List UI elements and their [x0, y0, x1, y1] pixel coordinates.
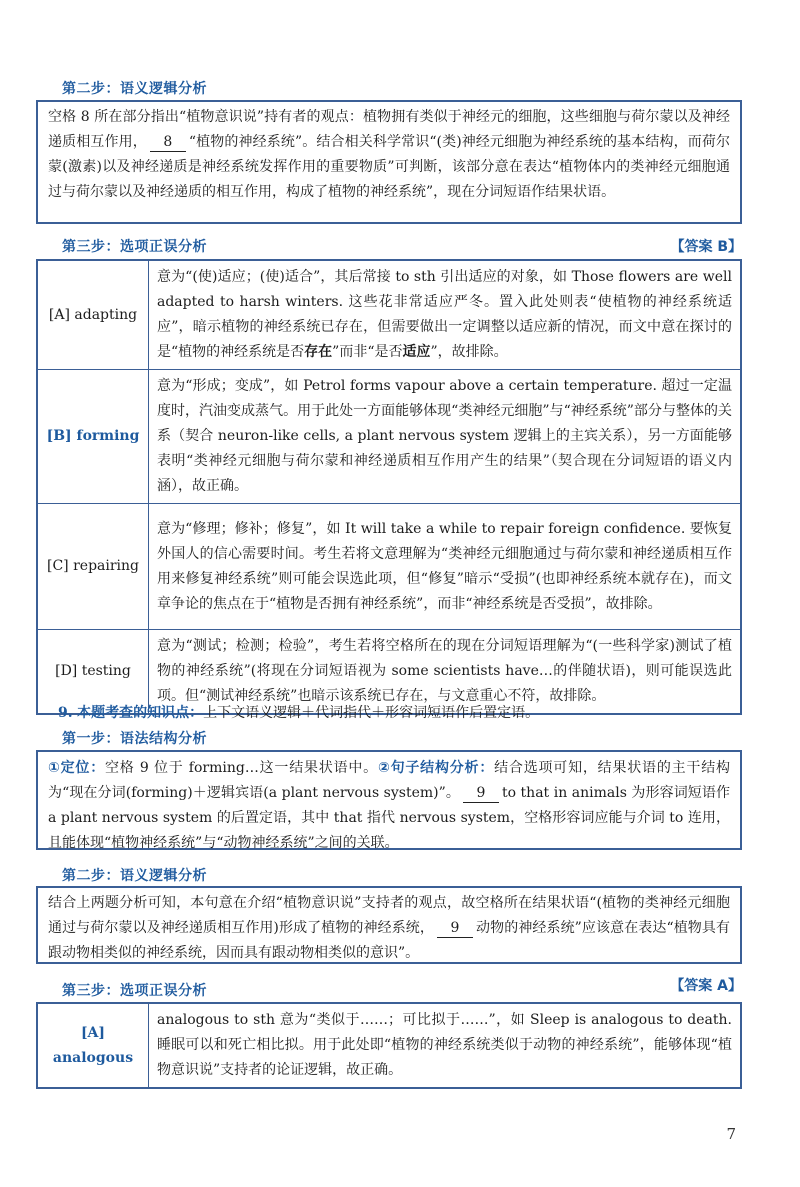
q8-answer: 【答案 B】 [670, 239, 742, 255]
q9-step1-text2: 结合选项可知，结果状语的主干结构为“现在分词(forming)＋逻辑宾语(a plant nervous system)”。 [48, 760, 730, 801]
option-label-b: [B] forming [37, 370, 149, 504]
q9-answer: 【答案 A】 [670, 978, 742, 994]
option-desc-b: 意为“形成；变成”，如 Petrol forms vapour above a certain temperature. 超过一定温度时，汽油变成蒸气。用于此处一方面能够体现“类神经元细胞”与“神经系统”部分与整体的关系（契合 neuron-like cells, a plant nervous system 逻辑上的主宾关系），另一方面能够表明“类神经元细胞与荷尔蒙和神经递质相互作用产生的结果”（契合现在分词短语的语义内涵），故正确。 [149, 370, 742, 504]
option-desc-a-part3: ”，故排除。 [430, 344, 508, 360]
option-desc-d: 意为“测试；检测；检验”，考生若将空格所在的现在分词短语理解为“(一些科学家)测试了植物的神经系统”(将现在分词短语视为 some scientists have…的伴随状语)，则可能误选此项。但“测试神经系统”也暗示该系统已存在，与文意重心不符，故排除。 [149, 630, 742, 715]
q9-title [58, 702, 539, 722]
option-row-c [37, 504, 741, 630]
q9-knowledge-text: 上下文语义逻辑＋代词指代＋形容词短语作后置定语。 [203, 705, 540, 721]
option-desc-a-part1: 意为“(使)适应；(使)适合”，其后常接 to sth 引出适应的对象，如 Those flowers are well adapted to harsh winters. 这些花非常适应严冬。置入此处则表“使植物的神经系统适应”，暗示植物的神经系统已存在，但需要做出一定调整以适应新的情况，而文中意在探讨的是“植物的神经系统是否 [157, 269, 732, 360]
q8-step3-heading: 第三步：选项正误分析 [62, 239, 207, 255]
option-label-d: [D] testing [37, 630, 149, 715]
q8-step2-heading: 第二步：语义逻辑分析 [62, 81, 207, 97]
q8-blank: 8 [150, 133, 186, 152]
q9-structure-marker: ②句子结构分析： [377, 760, 495, 776]
q9-options-table [36, 1002, 742, 1089]
q9-step1-text3: to that in animals 为形容词短语作 a plant nervous system 的后置定语，其中 that 指代 nervous system，空格形容词应能与介词 to 连用，且能体现“植物神经系统”与“动物神经系统”之间的关联。 [48, 785, 730, 851]
q9-step1-heading: 第一步：语法结构分析 [62, 731, 207, 747]
q9-step2-heading: 第二步：语义逻辑分析 [62, 868, 207, 884]
option-desc-a-part2: ”而非“是否 [332, 344, 403, 360]
q9-step2-blank: 9 [437, 919, 473, 938]
q9-step1-text1: 空格 9 位于 forming…这一结果状语中。 [105, 760, 378, 776]
q8-step2-box [36, 100, 742, 224]
option-row-b [37, 370, 741, 504]
q8-options-table [36, 259, 742, 715]
option-label-c: [C] repairing [37, 504, 149, 630]
page-number: 7 [726, 1125, 736, 1143]
q9-option-row-a [37, 1003, 741, 1088]
q9-step1-box [36, 750, 742, 850]
option-desc-c: 意为“修理；修补；修复”，如 It will take a while to repair foreign confidence. 要恢复外国人的信心需要时间。考生若将文意理解为“类神经元细胞通过与荷尔蒙和神经递质相互作用来修复神经系统”则可能会误选此项，但“修复”暗示“受损”(也即神经系统本就存在)，而文章争论的焦点在于“植物是否拥有神经系统”，而非“神经系统是否受损”，故排除。 [149, 504, 742, 630]
option-desc-a-bold2: 适应 [402, 344, 431, 360]
q9-step3-heading: 第三步：选项正误分析 [62, 983, 207, 999]
q9-step2-text-b: 动物的神经系统”应该意在表达“植物具有跟动物相类似的神经系统，因而具有跟动物相类似的意识”。 [48, 920, 730, 961]
q9-option-label-a: [A] analogous [37, 1003, 149, 1088]
q9-knowledge-label: 本题考查的知识点： [77, 705, 204, 721]
q9-locate-marker: ①定位： [48, 760, 106, 776]
q9-number: 9. [58, 705, 73, 721]
option-label-a: [A] adapting [37, 260, 149, 370]
option-desc-a-bold1: 存在 [304, 344, 333, 360]
q9-blank: 9 [463, 784, 499, 803]
q8-step2-text-a: 空格 8 所在部分指出“植物意识说”持有者的观点：植物拥有类似于神经元的细胞，这些细胞与荷尔蒙以及神经递质相互作用， [48, 109, 730, 150]
option-row-a [37, 260, 741, 370]
q8-step2-text-b: “植物的神经系统”。结合相关科学常识“(类)神经元细胞为神经系统的基本结构，而荷尔蒙(激素)以及神经递质是神经系统发挥作用的重要物质”可判断，该部分意在表达“植物体内的类神经元细胞通过与荷尔蒙以及神经递质的相互作用，构成了植物的神经系统”，现在分词短语作结果状语。 [48, 134, 730, 200]
q9-step2-box [36, 886, 742, 964]
q9-step2-text-a: 结合上两题分析可知，本句意在介绍“植物意识说”支持者的观点，故空格所在结果状语“(植物的类神经元细胞通过与荷尔蒙以及神经递质相互作用)形成了植物的神经系统， [48, 895, 730, 936]
q9-option-desc-a: analogous to sth 意为“类似于……；可比拟于……”，如 Sleep is analogous to death. 睡眠可以和死亡相比拟。用于此处即“植物的神经系统类似于动物的神经系统”，能够体现“植物意识说”支持者的论证逻辑，故正确。 [149, 1003, 742, 1088]
option-desc-a [149, 260, 742, 370]
